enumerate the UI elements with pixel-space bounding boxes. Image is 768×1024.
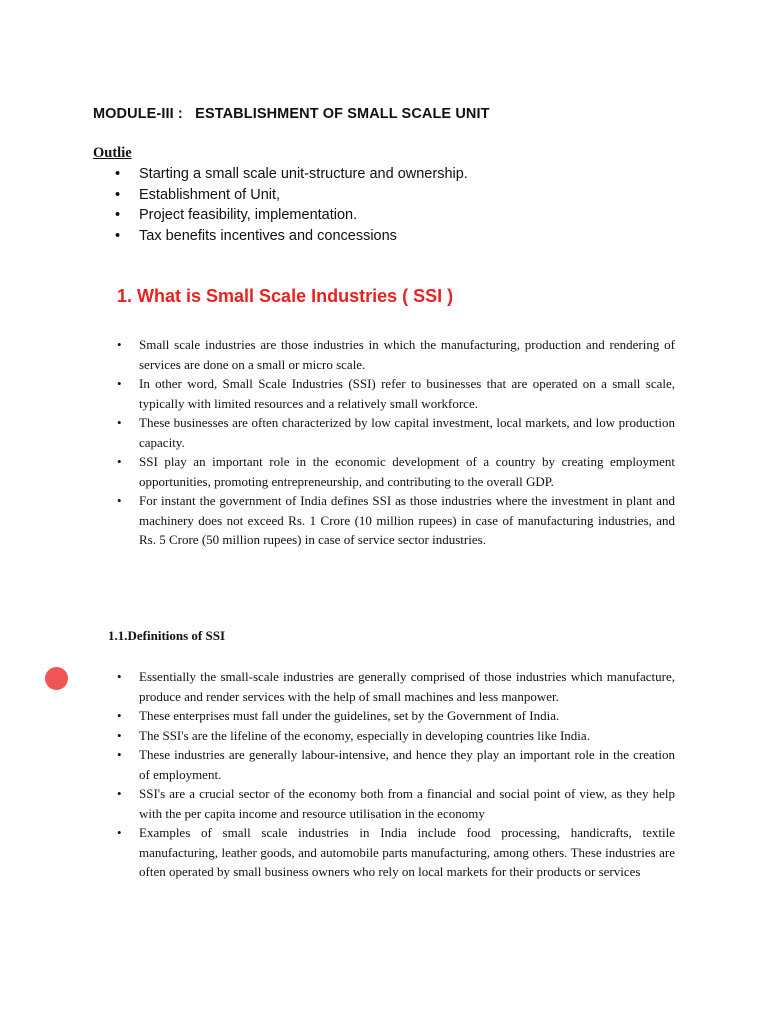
list-item-text: These businesses are often characterized by low capital investment, local markets, and low production capacity. xyxy=(139,415,675,450)
bullet-icon: • xyxy=(117,786,122,801)
list-item xyxy=(117,823,675,882)
red-dot-marker xyxy=(45,667,68,690)
list-item xyxy=(117,413,675,452)
list-item xyxy=(93,205,468,226)
bullet-icon: • xyxy=(117,415,122,430)
definitions-list xyxy=(117,667,675,882)
list-item xyxy=(117,745,675,784)
list-item-text: These enterprises must fall under the guidelines, set by the Government of India. xyxy=(139,708,560,723)
module-title: MODULE-III : ESTABLISHMENT OF SMALL SCALE UNIT xyxy=(93,106,490,122)
list-item-text: SSI's are a crucial sector of the economy both from a financial and social point of view, as they help with the per capita income and resource utilisation in the economy xyxy=(139,786,675,821)
bullet-icon: • xyxy=(117,747,122,762)
list-item xyxy=(117,667,675,706)
list-item xyxy=(117,452,675,491)
bullet-icon: • xyxy=(117,454,122,469)
list-item xyxy=(93,164,468,185)
list-item-text: SSI play an important role in the economic development of a country by creating employment opportunities, promoting entrepreneurship, and contributing to the overall GDP. xyxy=(139,454,675,489)
list-item xyxy=(117,335,675,374)
list-item xyxy=(117,726,675,746)
list-item xyxy=(117,784,675,823)
list-item xyxy=(93,185,468,206)
subsection-heading: 1.1.Definitions of SSI xyxy=(108,628,226,643)
list-item-text: These industries are generally labour-intensive, and hence they play an important role in the creation of employment. xyxy=(139,747,675,782)
bullet-icon: • xyxy=(115,166,121,182)
bullet-icon: • xyxy=(115,186,121,203)
list-item-text: For instant the government of India defines SSI as those industries where the investment in plant and machinery does not exceed Rs. 1 Crore (10 million rupees) in case of manufacturing industries, and Rs. 5 Crore (50 million rupees) in case of service sector industries. xyxy=(139,493,675,547)
list-item-text: In other word, Small Scale Industries (SSI) refer to businesses that are operated on a small scale, typically with limited resources and a relatively small workforce. xyxy=(139,376,675,411)
list-item xyxy=(93,226,468,247)
bullet-icon: • xyxy=(115,227,121,244)
list-item xyxy=(117,491,675,550)
list-item-text: Essentially the small-scale industries are generally comprised of those industries which manufacture, produce and render services with the help of small machines and less manpower. xyxy=(139,669,675,704)
bullet-icon: • xyxy=(117,493,122,508)
list-item-text: Project feasibility, implementation. xyxy=(139,207,358,223)
list-item xyxy=(117,374,675,413)
ssi-list xyxy=(117,335,675,550)
bullet-icon: • xyxy=(117,825,122,840)
list-item xyxy=(117,706,675,726)
section-heading: 1. What is Small Scale Industries ( SSI ) xyxy=(117,286,454,306)
list-item-text: The SSI's are the lifeline of the economy, especially in developing countries like India. xyxy=(139,727,590,743)
bullet-icon: • xyxy=(117,708,122,723)
list-item-text: Tax benefits incentives and concessions xyxy=(139,227,397,244)
list-item-text: Establishment of Unit, xyxy=(139,186,281,203)
list-item-text: Starting a small scale unit-structure and ownership. xyxy=(139,166,468,182)
bullet-icon: • xyxy=(117,337,122,352)
bullet-icon: • xyxy=(115,207,121,223)
outline-heading: Outlie xyxy=(93,145,132,161)
bullet-icon: • xyxy=(117,669,122,684)
bullet-icon: • xyxy=(117,376,122,391)
list-item-text: Examples of small scale industries in India include food processing, handicrafts, textile manufacturing, leather goods, and automobile parts manufacturing, among others. These industries are often operated by small business owners who rely on local markets for their products or services xyxy=(139,825,675,879)
bullet-icon: • xyxy=(117,727,122,743)
outline-list xyxy=(93,164,468,246)
list-item-text: Small scale industries are those industries in which the manufacturing, production and rendering of services are done on a small or micro scale. xyxy=(139,337,675,372)
